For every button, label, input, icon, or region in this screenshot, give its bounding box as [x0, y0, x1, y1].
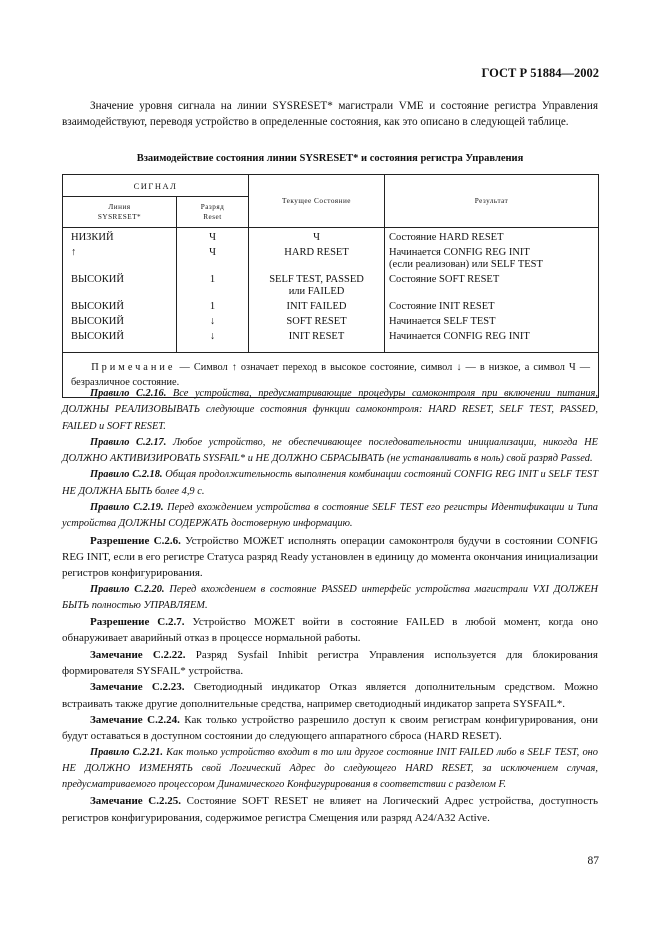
remark-paragraph: Замечание С.2.25. Состояние SOFT RESET не влияет на Логический Адрес устройства, доступность регистров конфигурирования, содержимое регистра Смещения или разряд A24/A32 Active.	[62, 795, 598, 824]
line-header: Линия SYSRESET*	[63, 197, 177, 228]
table-row: ВЫСОКИЙ 1 SELF TEST, PASSED или FAILED Состояние SOFT RESET	[63, 274, 599, 301]
rule-paragraph: Правило С.2.18. Общая продолжительность выполнения комбинации состояний CONFIG REG INIT и SELF TEST НЕ ДОЛЖНА БЫТЬ более 4,9 с.	[62, 469, 598, 497]
permission-paragraph: Разрешение С.2.6. Устройство МОЖЕТ исполнять операции самоконтроля будучи в состоянии CONFIG REG INIT, если в его регистре Статуса разряд Ready установлен в единицу до момента окончания инициализации регистров конфигурирования.	[62, 534, 599, 580]
permission-paragraph: Разрешение С.2.7. Устройство МОЖЕТ войти в состояние FAILED в любой момент, когда оно обнаруживает аварийный отказ в процессе нормальной работы.	[62, 616, 599, 645]
state-table	[62, 174, 599, 398]
table-row: ↑ Ч HARD RESET Начинается CONFIG REG INIT (если реализован) или SELF TEST	[63, 247, 599, 274]
bit-header: Разряд Reset	[177, 197, 249, 228]
page-number: 87	[587, 855, 599, 867]
rule-paragraph: Правило С.2.21. Как только устройство входит в то или другое состояние INIT FAILED либо в SELF TEST, оно НЕ ДОЛЖНО ИЗМЕНЯТЬ свой Логический Адрес до следующего HARD RESET, за исключением случая, предусматриваемого процессором Динамического Конфигурирования в соответствии с разделом F.	[62, 746, 598, 791]
rule-paragraph: Правило С.2.17. Любое устройство, не обеспечивающее последовательности инициализации, никогда НЕ ДОЛЖНО АКТИВИЗИРОВАТЬ SYSFAIL* и НЕ ДОЛЖНО СБРАСЫВАТЬ (не устанавливать в ноль) свой разряд Passed.	[62, 436, 598, 465]
remark-paragraph: Замечание С.2.22. Разряд Sysfail Inhibit регистра Управления используется для блокирования формирователя SYSFAIL* устройства.	[62, 648, 598, 678]
table-row: ВЫСОКИЙ 1 INIT FAILED Состояние INIT RESET	[63, 301, 599, 316]
standard-header: ГОСТ Р 51884—2002	[481, 66, 599, 80]
remark-paragraph: Замечание С.2.24. Как только устройство разрешило доступ к своим регистрам конфигурирования, они будут оставаться в доступном состоянии до следующего аппаратного сброса (HARD RESET).	[62, 713, 598, 743]
body-text	[62, 386, 598, 826]
remark-paragraph: Замечание С.2.23. Светодиодный индикатор Отказ является дополнительным средством. Можно встраивать также другие дополнительные средства, например светодиодный индикатор запрета SYSFAIL*.	[62, 681, 598, 710]
note-text: — Символ ↑ означает переход в высокое состояние, символ ↓ — в низкое, а символ Ч — безразличное состояние.	[71, 362, 591, 388]
table-row: НИЗКИЙ Ч Ч Состояние HARD RESET	[63, 228, 599, 248]
result-header: Результат	[385, 175, 599, 228]
table-row: ВЫСОКИЙ ↓ INIT RESET Начинается CONFIG REG INIT	[63, 331, 599, 353]
rule-paragraph: Правило С.2.20. Перед вхождением в состояние PASSED интерфейс устройства магистрали VXI ДОЛЖЕН БЫТЬ полностью УПРАВЛЯЕМ.	[62, 583, 598, 611]
rule-paragraph: Правило С.2.19. Перед вхождением устройства в состояние SELF TEST его регистры Идентификации и Типа устройства ДОЛЖНЫ СОДЕРЖАТЬ достоверную информацию.	[62, 502, 598, 530]
signal-header: СИГНАЛ	[63, 175, 249, 197]
rule-paragraph: Правило С.2.16. Все устройства, предусматривающие процедуры самоконтроля при включении питания, ДОЛЖНЫ РЕАЛИЗОВЫВАТЬ следующие состояния функции самоконтроля: HARD RESET, SELF TEST, PASSED, FAILED и SOFT RESET.	[62, 388, 598, 432]
note-label: Примечание	[91, 362, 176, 373]
current-state-header: Текущее Состояние	[249, 175, 385, 228]
intro-paragraph: Значение уровня сигнала на линии SYSRESET* магистрали VME и состояние регистра Управления взаимодействуют, переводя устройство в определенные состояния, как это описано в следующей таблице.	[62, 100, 598, 128]
table-row: ВЫСОКИЙ ↓ SOFT RESET Начинается SELF TEST	[63, 316, 599, 331]
table-title: Взаимодействие состояния линии SYSRESET* и состояния регистра Управления	[136, 153, 524, 164]
